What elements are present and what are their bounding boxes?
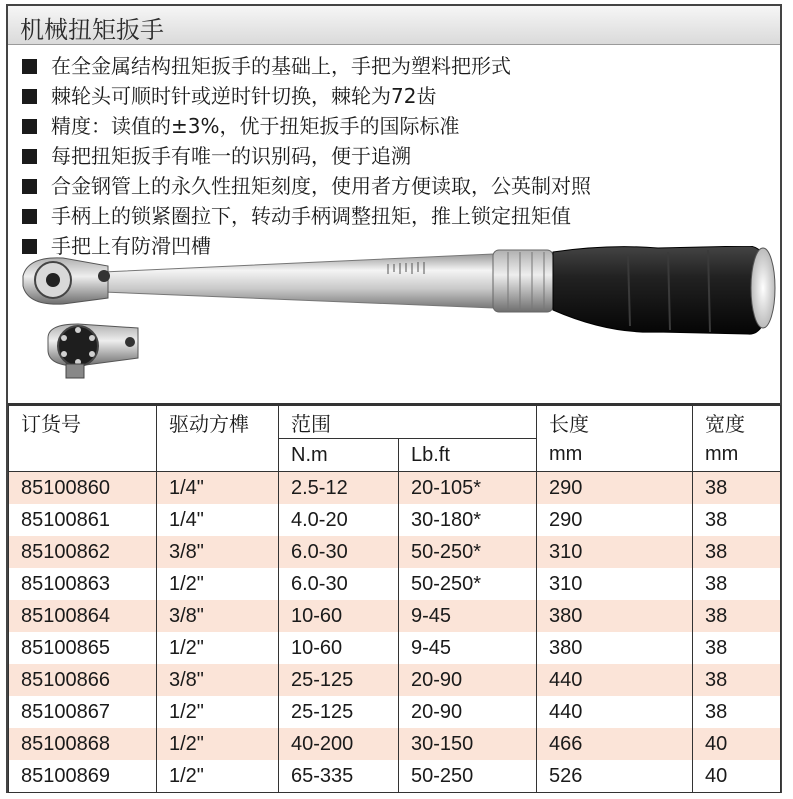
cell-width: 38 bbox=[693, 568, 781, 600]
header-range: 范围 bbox=[279, 406, 537, 439]
feature-item bbox=[22, 111, 591, 141]
table-row bbox=[9, 536, 781, 568]
cell-drive: 1/2" bbox=[157, 568, 279, 600]
cell-range-nm: 6.0-30 bbox=[279, 536, 399, 568]
header-order-no: 订货号 bbox=[9, 406, 157, 472]
header-range-lbft: Lb.ft bbox=[399, 439, 537, 472]
cell-drive: 3/8" bbox=[157, 664, 279, 696]
cell-range-nm: 25-125 bbox=[279, 696, 399, 728]
bullet-square-icon bbox=[22, 59, 37, 74]
cell-range-nm: 40-200 bbox=[279, 728, 399, 760]
bullet-square-icon bbox=[22, 149, 37, 164]
cell-width: 38 bbox=[693, 600, 781, 632]
cell-width: 38 bbox=[693, 472, 781, 505]
cell-range-lbft: 30-180* bbox=[399, 504, 537, 536]
header-drive: 驱动方榫 bbox=[157, 406, 279, 472]
bullet-square-icon bbox=[22, 209, 37, 224]
feature-text: 棘轮头可顺时针或逆时针切换，棘轮为72齿 bbox=[51, 84, 437, 108]
cell-width: 40 bbox=[693, 760, 781, 793]
cell-width: 38 bbox=[693, 664, 781, 696]
feature-text: 在全金属结构扭矩扳手的基础上，手把为塑料把形式 bbox=[51, 54, 511, 78]
table-row bbox=[9, 696, 781, 728]
feature-item bbox=[22, 81, 591, 111]
cell-width: 38 bbox=[693, 632, 781, 664]
cell-order-no: 85100868 bbox=[9, 728, 157, 760]
table-row bbox=[9, 568, 781, 600]
cell-range-lbft: 9-45 bbox=[399, 632, 537, 664]
table-header-row bbox=[9, 406, 781, 439]
cell-range-lbft: 50-250* bbox=[399, 536, 537, 568]
title-bar bbox=[8, 6, 780, 45]
cell-drive: 1/2" bbox=[157, 728, 279, 760]
table-row bbox=[9, 760, 781, 793]
cell-length: 290 bbox=[537, 504, 693, 536]
bullet-square-icon bbox=[22, 119, 37, 134]
cell-order-no: 85100869 bbox=[9, 760, 157, 793]
cell-range-nm: 10-60 bbox=[279, 600, 399, 632]
cell-range-lbft: 20-105* bbox=[399, 472, 537, 505]
cell-length: 466 bbox=[537, 728, 693, 760]
cell-range-nm: 2.5-12 bbox=[279, 472, 399, 505]
feature-item bbox=[22, 201, 591, 231]
feature-item bbox=[22, 51, 591, 81]
cell-order-no: 85100863 bbox=[9, 568, 157, 600]
header-length-unit: mm bbox=[537, 439, 693, 472]
table-row bbox=[9, 600, 781, 632]
cell-drive: 1/2" bbox=[157, 632, 279, 664]
cell-drive: 1/4" bbox=[157, 472, 279, 505]
cell-range-nm: 10-60 bbox=[279, 632, 399, 664]
cell-range-lbft: 20-90 bbox=[399, 696, 537, 728]
cell-range-lbft: 50-250 bbox=[399, 760, 537, 793]
cell-length: 380 bbox=[537, 600, 693, 632]
header-length: 长度 bbox=[537, 406, 693, 439]
feature-item bbox=[22, 141, 591, 171]
torque-wrench-image bbox=[8, 246, 780, 402]
cell-range-lbft: 9-45 bbox=[399, 600, 537, 632]
header-width-unit: mm bbox=[693, 439, 781, 472]
feature-text: 手柄上的锁紧圈拉下，转动手柄调整扭矩，推上锁定扭矩值 bbox=[51, 204, 571, 228]
cell-order-no: 85100864 bbox=[9, 600, 157, 632]
cell-range-lbft: 50-250* bbox=[399, 568, 537, 600]
cell-range-lbft: 30-150 bbox=[399, 728, 537, 760]
feature-text: 手把上有防滑凹槽 bbox=[51, 234, 211, 258]
feature-item bbox=[22, 171, 591, 201]
cell-order-no: 85100865 bbox=[9, 632, 157, 664]
cell-drive: 3/8" bbox=[157, 536, 279, 568]
cell-range-nm: 4.0-20 bbox=[279, 504, 399, 536]
cell-width: 38 bbox=[693, 696, 781, 728]
page-title: 机械扭矩扳手 bbox=[20, 16, 164, 44]
cell-length: 380 bbox=[537, 632, 693, 664]
cell-width: 38 bbox=[693, 504, 781, 536]
cell-drive: 1/4" bbox=[157, 504, 279, 536]
cell-length: 310 bbox=[537, 568, 693, 600]
cell-order-no: 85100866 bbox=[9, 664, 157, 696]
cell-order-no: 85100860 bbox=[9, 472, 157, 505]
feature-text: 精度：读值的±3%，优于扭矩扳手的国际标准 bbox=[51, 114, 460, 138]
table-row bbox=[9, 504, 781, 536]
cell-order-no: 85100867 bbox=[9, 696, 157, 728]
cell-width: 38 bbox=[693, 536, 781, 568]
cell-order-no: 85100862 bbox=[9, 536, 157, 568]
header-width: 宽度 bbox=[693, 406, 781, 439]
bullet-square-icon bbox=[22, 89, 37, 104]
table-row bbox=[9, 472, 781, 505]
header-range-nm: N.m bbox=[279, 439, 399, 472]
table-row bbox=[9, 664, 781, 696]
cell-drive: 3/8" bbox=[157, 600, 279, 632]
cell-range-nm: 6.0-30 bbox=[279, 568, 399, 600]
cell-range-nm: 65-335 bbox=[279, 760, 399, 793]
cell-range-nm: 25-125 bbox=[279, 664, 399, 696]
cell-drive: 1/2" bbox=[157, 696, 279, 728]
table-row bbox=[9, 728, 781, 760]
cell-width: 40 bbox=[693, 728, 781, 760]
feature-text: 合金钢管上的永久性扭矩刻度，使用者方便读取，公英制对照 bbox=[51, 174, 591, 198]
cell-length: 440 bbox=[537, 696, 693, 728]
cell-length: 526 bbox=[537, 760, 693, 793]
cell-length: 310 bbox=[537, 536, 693, 568]
bullet-square-icon bbox=[22, 179, 37, 194]
cell-length: 290 bbox=[537, 472, 693, 505]
spec-table bbox=[8, 405, 781, 793]
cell-length: 440 bbox=[537, 664, 693, 696]
cell-range-lbft: 20-90 bbox=[399, 664, 537, 696]
cell-order-no: 85100861 bbox=[9, 504, 157, 536]
cell-drive: 1/2" bbox=[157, 760, 279, 793]
feature-list bbox=[22, 51, 591, 261]
feature-text: 每把扭矩扳手有唯一的识别码，便于追溯 bbox=[51, 144, 411, 168]
table-row bbox=[9, 632, 781, 664]
product-sheet bbox=[6, 4, 782, 793]
